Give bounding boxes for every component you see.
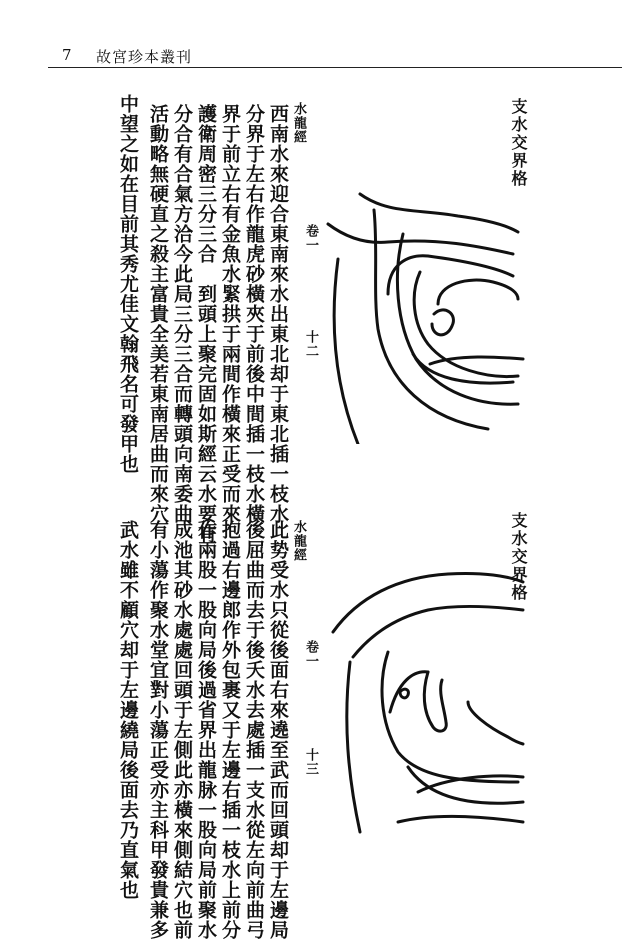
plate-top [0,84,628,544]
water-diagram-bottom [318,562,528,852]
text-column-3: 抱過右邊郎作外包裹又于左邊右插一枝水上前分 [219,520,241,940]
volume-label: 卷一 [303,224,318,252]
text-column-1: 此势受水只從後面右來遶至武而回頭却于左邊局 [267,520,289,940]
plate-title: 支水交界格 [509,98,528,188]
page-number: 7 [62,46,72,64]
plate-bottom [0,512,628,940]
leaf-number: 十三 [303,748,318,776]
text-column-4: 作兩股一股向局後過省界出龍脉一股向局前聚水 [195,520,217,940]
text-column-3: 界于前立右有金魚水緊拱于兩間作橫來正受而來 [219,104,241,524]
text-column-2: 後屈曲而去于後夭水去處插一支水從左向前曲弓 [243,520,265,940]
text-column-4: 護衛周密三分三合 到頭上聚完固如斯經云水要有 [195,104,217,544]
leaf-number: 十二 [303,330,318,358]
volume-label: 卷一 [303,640,318,668]
source-title: 水龍經 [291,102,306,144]
text-column-6: 有小蕩作聚水堂宜對小蕩正受亦主科甲發貴兼多 [147,520,169,940]
text-column-6: 活動略無硬直之殺主富貴全美若東南居曲而來穴 [147,104,169,524]
book-title: 故宮珍本叢刊 [96,48,193,66]
header-rule [48,67,622,68]
text-column-5: 分合有合氣方洽今此局三分三合而轉頭向南委曲 [171,104,193,524]
text-column-2: 分界于左右作龍虎砂橫夾于前後中間插一枝水橫 [243,104,265,524]
plate-title: 支水交界格 [509,512,528,602]
text-column-5: 成池其砂水處處回頭于左側此亦橫來側結穴也前 [171,520,193,940]
water-diagram-top [318,154,528,444]
source-title: 水龍經 [291,520,306,562]
text-column-7: 武水雖不顧穴却于左邊繞局後面去乃直氣也 [117,520,139,900]
text-column-7: 中望之如在目前其秀尤佳文翰飛名可發甲也 [117,94,139,474]
page-header [0,0,628,64]
text-column-1: 西南水來迎合東南來水出東北却于東北插一枝水 [267,104,289,524]
